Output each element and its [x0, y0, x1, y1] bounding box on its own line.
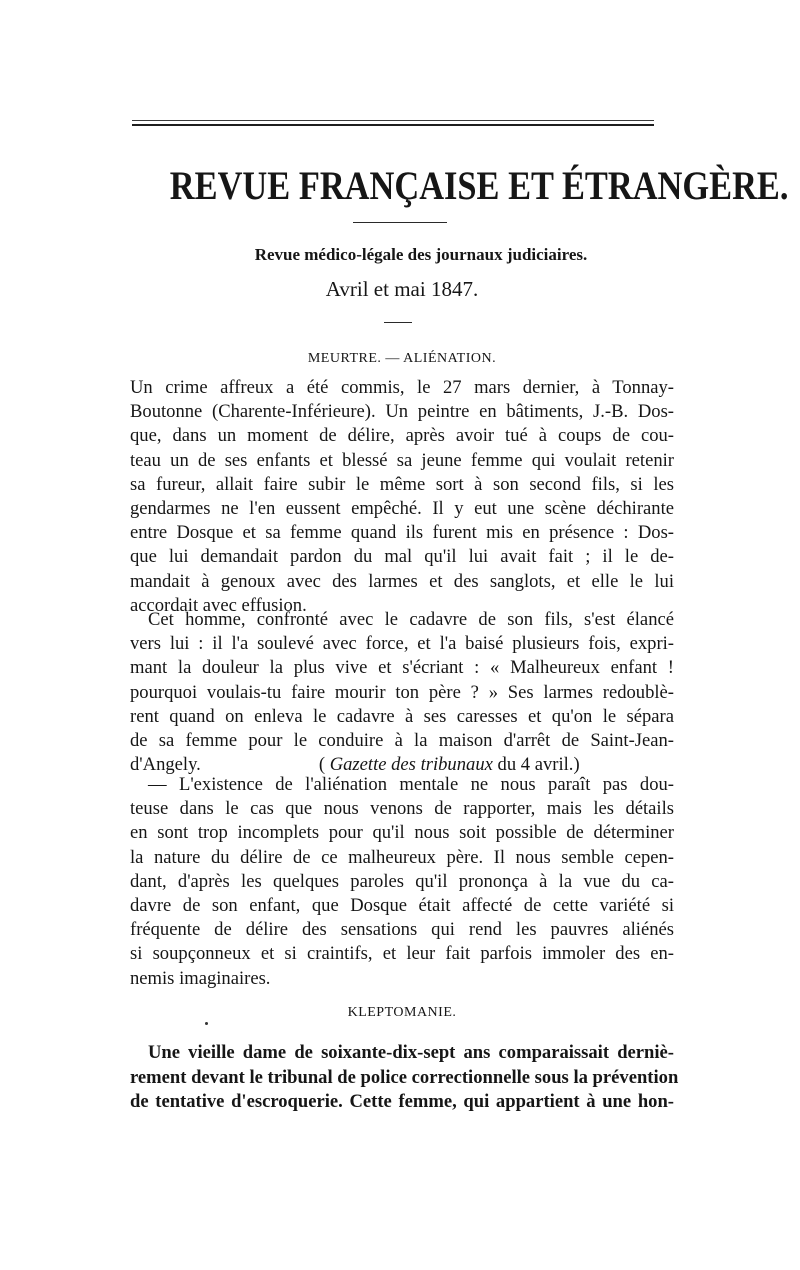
text-line: entre Dosque et sa femme quand ils furent mis en présence : Dos- [130, 522, 674, 544]
text-line: davre de son enfant, que Dosque était affecté de cette variété si [130, 894, 674, 916]
section-heading-meurtre: MEURTRE. — ALIÉNATION. [307, 351, 497, 366]
date-divider [384, 322, 412, 323]
text-line: gendarmes ne l'en eussent empêché. Il y eut une scène déchirante [130, 497, 674, 519]
text-line: de tentative d'escroquerie. Cette femme, qui appartient à une hon- [130, 1091, 674, 1112]
text-line: rement devant le tribunal de police correctionnelle sous la prévention [130, 1066, 679, 1088]
text-line: rent quand on enleva le cadavre à ses caresses et qu'on le sépara [130, 705, 674, 727]
text-line: fréquente de délire des sensations qui rend les pauvres aliénés [130, 919, 674, 941]
citation-source: Gazette des tribunaux [329, 754, 493, 776]
text-line: que, dans un moment de délire, après avoir tué à coups de cou- [130, 425, 674, 447]
top-double-rule [132, 118, 654, 128]
text-line: accordait avec effusion. [130, 594, 307, 616]
paragraph-confrontation [130, 608, 674, 777]
thick-rule [132, 124, 654, 126]
citation-date: du 4 avril.) [497, 754, 580, 776]
section-heading-kleptomanie: KLEPTOMANIE. [347, 1005, 457, 1020]
text-line: pourquoi voulais-tu faire mourir ton père ? » Ses larmes redoublè- [130, 681, 674, 703]
text-line: mant la douleur la plus vive et s'écriant : « Malheureux enfant ! [130, 657, 674, 679]
page-subtitle: Revue médico-légale des journaux judiciaires. [254, 245, 588, 264]
paragraph-crime-report [130, 376, 674, 618]
text-line: — L'existence de l'aliénation mentale ne nous paraît pas dou- [148, 774, 674, 795]
text-line: Boutonne (Charente-Inférieure). Un peintre en bâtiments, J.-B. Dos- [130, 401, 674, 423]
text-line: Une vieille dame de soixante-dix-sept ans comparaissait derniè- [148, 1042, 674, 1063]
thin-rule [132, 120, 654, 121]
text-line: la nature du délire de ce malheureux père. Il nous semble cepen- [130, 846, 674, 868]
text-line: dant, d'après les quelques paroles qu'il prononça à la vue du ca- [130, 870, 674, 892]
citation-place: d'Angely. [130, 754, 201, 776]
paragraph-kleptomania [130, 1041, 679, 1115]
text-line: Cet homme, confronté avec le cadavre de son fils, s'est élancé [148, 609, 674, 630]
text-line: nemis imaginaires. [130, 967, 271, 989]
title-divider [353, 222, 447, 223]
print-speck [205, 1022, 208, 1025]
text-line: en sont trop incomplets pour qu'il nous soit possible de déterminer [130, 822, 674, 844]
text-line: vers lui : il l'a soulevé avec force, et l'a baisé plusieurs fois, expri- [130, 633, 674, 655]
text-line: si soupçonneux et si craintifs, et leur fait parfois immoler des en- [130, 943, 674, 965]
text-line: mandait à genoux avec des larmes et des sanglots, et elle le lui [130, 570, 674, 592]
paragraph-commentary [130, 773, 674, 991]
text-line: teuse dans le cas que nous venons de rapporter, mais les détails [130, 798, 674, 820]
page-title: REVUE FRANÇAISE ET ÉTRANGÈRE. [169, 163, 789, 208]
text-line: Un crime affreux a été commis, le 27 mars dernier, à Tonnay- [130, 377, 674, 398]
citation-open-paren: ( [318, 754, 326, 776]
text-line: de sa femme pour le conduire à la maison d'arrêt de Saint-Jean- [130, 729, 674, 751]
issue-date: Avril et mai 1847. [325, 277, 479, 301]
text-line: teau un de ses enfants et blessé sa jeune femme qui voulait retenir [130, 449, 674, 471]
text-line: sa fureur, allait faire subir le même sort à son second fils, si les [130, 473, 674, 495]
text-line: que lui demandait pardon du mal qu'il lui avait fait ; il le de- [130, 546, 674, 568]
